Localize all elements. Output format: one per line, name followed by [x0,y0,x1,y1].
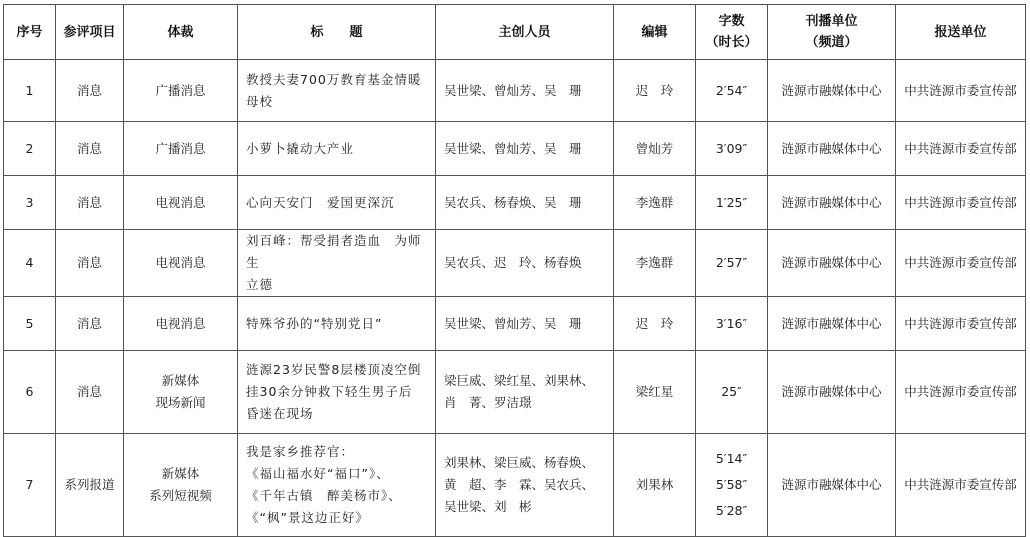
cell-creators [436,351,614,434]
cell-length-lines [700,78,763,104]
header-genre: 体裁 [124,5,238,60]
cell-publisher: 涟源市融媒体中心 [768,60,896,122]
cell-title [238,297,436,351]
cell-title-lines [246,69,431,113]
cell-length [696,434,768,537]
cell-category: 消息 [56,297,124,351]
cell-genre-line: 系列短视频 [149,488,212,503]
cell-editor: 李逸群 [614,230,696,297]
table-row [4,351,1026,434]
cell-genre [124,176,238,230]
cell-length-lines [700,446,763,524]
cell-title [238,230,436,297]
cell-creators [436,122,614,176]
cell-creators-line: 吴世梁、曾灿芳、吴 珊 [444,315,582,331]
cell-genre-lines [128,138,233,160]
cell-creators-line: 梁巨威、梁红星、刘果林、 [444,373,595,388]
cell-creators-line: 吴世梁、曾灿芳、吴 珊 [444,140,582,156]
cell-title-line: 教授夫妻700万教育基金情暖 [246,71,422,87]
cell-editor: 迟 玲 [614,60,696,122]
cell-title [238,434,436,537]
cell-title-line: 挂30余分钟救下轻生男子后 [246,384,413,399]
cell-length-lines [700,250,763,276]
cell-creators-line: 吴世梁、刘 彬 [444,499,532,514]
cell-no: 2 [4,122,56,176]
cell-category: 消息 [56,60,124,122]
cell-title-line: 昏迷在现场 [246,406,314,421]
cell-title [238,122,436,176]
cell-creators-lines [444,192,609,214]
cell-genre [124,297,238,351]
cell-category: 消息 [56,122,124,176]
cell-length-lines [700,190,763,216]
cell-publisher: 涟源市融媒体中心 [768,122,896,176]
cell-title-line: 小萝卜撬动大产业 [246,140,355,156]
cell-creators [436,60,614,122]
cell-submitter: 中共涟源市委宣传部 [896,434,1026,537]
cell-creators-lines [444,80,609,102]
header-no: 序号 [4,5,56,60]
cell-publisher: 涟源市融媒体中心 [768,351,896,434]
cell-genre-line: 电视消息 [155,194,206,210]
cell-creators-lines [444,370,609,414]
cell-editor: 李逸群 [614,176,696,230]
table-row [4,176,1026,230]
header-length [696,5,768,60]
cell-genre [124,351,238,434]
table-body [4,60,1026,537]
cell-title-line: 心向天安门 爱国更深沉 [246,194,395,210]
cell-creators-lines [444,252,609,274]
cell-length-lines [700,379,763,405]
cell-genre-line: 新媒体 [161,466,200,481]
cell-genre-line: 新媒体 [161,373,200,388]
cell-creators [436,176,614,230]
cell-title-line: 《“枫”景这边正好》 [246,510,369,525]
cell-genre-line: 广播消息 [155,82,206,98]
cell-title [238,351,436,434]
cell-title-lines [246,138,431,160]
cell-title-lines [246,192,431,214]
header-publisher-line: （频道） [805,35,858,50]
cell-creators-lines [444,138,609,160]
cell-genre-lines [128,463,233,507]
cell-title-line: 《福山福水好“福口”》、 [246,466,390,481]
cell-genre [124,60,238,122]
cell-title [238,60,436,122]
cell-creators-lines [444,313,609,335]
cell-length-line: 5′14″ [715,451,748,466]
cell-creators [436,297,614,351]
cell-title-line: 我是家乡推荐官： [246,444,355,459]
header-publisher-line: 刊播单位 [805,14,858,29]
cell-no: 6 [4,351,56,434]
cell-editor: 梁红星 [614,351,696,434]
table-row [4,60,1026,122]
cell-publisher: 涟源市融媒体中心 [768,297,896,351]
cell-length-line: 5′58″ [715,477,748,492]
cell-title-line: 《千年古镇 醉美杨市》、 [246,488,402,503]
cell-genre-lines [128,313,233,335]
cell-genre [124,230,238,297]
cell-length-lines [700,311,763,337]
cell-no: 3 [4,176,56,230]
cell-category: 消息 [56,351,124,434]
cell-creators-line: 吴农兵、迟 玲、杨春焕 [444,255,582,270]
cell-title-line: 母校 [246,93,274,109]
cell-creators-lines [444,452,609,518]
cell-length-line: 3′09″ [715,140,748,156]
cell-title-line: 涟源23岁民警8层楼顶凌空倒 [246,362,422,377]
awards-table [3,4,1026,537]
header-row [4,5,1026,60]
cell-submitter: 中共涟源市委宣传部 [896,351,1026,434]
cell-category: 消息 [56,176,124,230]
cell-length-line: 3′16″ [715,315,748,331]
cell-editor: 刘果林 [614,434,696,537]
cell-genre-line: 现场新闻 [155,395,206,410]
cell-length-line: 1′25″ [715,194,748,210]
cell-editor: 曾灿芳 [614,122,696,176]
cell-submitter: 中共涟源市委宣传部 [896,176,1026,230]
header-submitter: 报送单位 [896,5,1026,60]
cell-length [696,297,768,351]
cell-category: 消息 [56,230,124,297]
cell-length-line: 25″ [721,384,742,399]
cell-length [696,176,768,230]
cell-length-line: 2′54″ [715,82,748,98]
cell-genre-line: 电视消息 [155,315,206,331]
cell-length-line: 5′28″ [715,503,748,518]
cell-length-lines [700,136,763,162]
cell-title-lines [246,313,431,335]
cell-genre [124,434,238,537]
cell-submitter: 中共涟源市委宣传部 [896,60,1026,122]
cell-genre-lines [128,370,233,414]
cell-genre-lines [128,252,233,274]
header-publisher [768,5,896,60]
cell-publisher: 涟源市融媒体中心 [768,230,896,297]
header-category: 参评项目 [56,5,124,60]
cell-publisher: 涟源市融媒体中心 [768,176,896,230]
header-creators: 主创人员 [436,5,614,60]
cell-creators-line: 黄 超、李 霖、吴农兵、 [444,477,595,492]
table-row [4,434,1026,537]
cell-genre-lines [128,80,233,102]
cell-length [696,122,768,176]
cell-no: 7 [4,434,56,537]
cell-creators-line: 肖 菁、罗洁璟 [444,395,532,410]
cell-length [696,60,768,122]
cell-category: 系列报道 [56,434,124,537]
cell-title-lines [246,230,431,296]
cell-length-line: 2′57″ [715,255,748,270]
cell-genre-line: 电视消息 [155,255,206,270]
cell-creators-line: 吴农兵、杨春焕、吴 珊 [444,194,582,210]
cell-editor: 迟 玲 [614,297,696,351]
cell-submitter: 中共涟源市委宣传部 [896,230,1026,297]
table-row [4,297,1026,351]
cell-no: 1 [4,60,56,122]
cell-title-lines [246,359,431,425]
cell-length [696,351,768,434]
cell-creators [436,230,614,297]
cell-title-lines [246,441,431,529]
table-row [4,230,1026,297]
cell-submitter: 中共涟源市委宣传部 [896,297,1026,351]
header-title: 标 题 [238,5,436,60]
cell-title-line: 刘百峰：帮受捐者造血 为师生 [246,233,422,270]
table-row [4,122,1026,176]
cell-genre-lines [128,192,233,214]
cell-length [696,230,768,297]
cell-no: 4 [4,230,56,297]
header-length-line: 字数 [718,14,745,29]
cell-title [238,176,436,230]
cell-publisher: 涟源市融媒体中心 [768,434,896,537]
cell-title-line: 特殊爷孙的“特别党日” [246,315,383,331]
cell-genre-line: 广播消息 [155,140,206,156]
cell-creators-line: 刘果林、梁巨威、杨春焕、 [444,455,595,470]
cell-no: 5 [4,297,56,351]
cell-title-line: 立德 [246,277,274,292]
cell-submitter: 中共涟源市委宣传部 [896,122,1026,176]
cell-creators-line: 吴世梁、曾灿芳、吴 珊 [444,82,582,98]
cell-genre [124,122,238,176]
cell-creators [436,434,614,537]
header-length-line: （时长） [705,35,758,50]
header-editor: 编辑 [614,5,696,60]
